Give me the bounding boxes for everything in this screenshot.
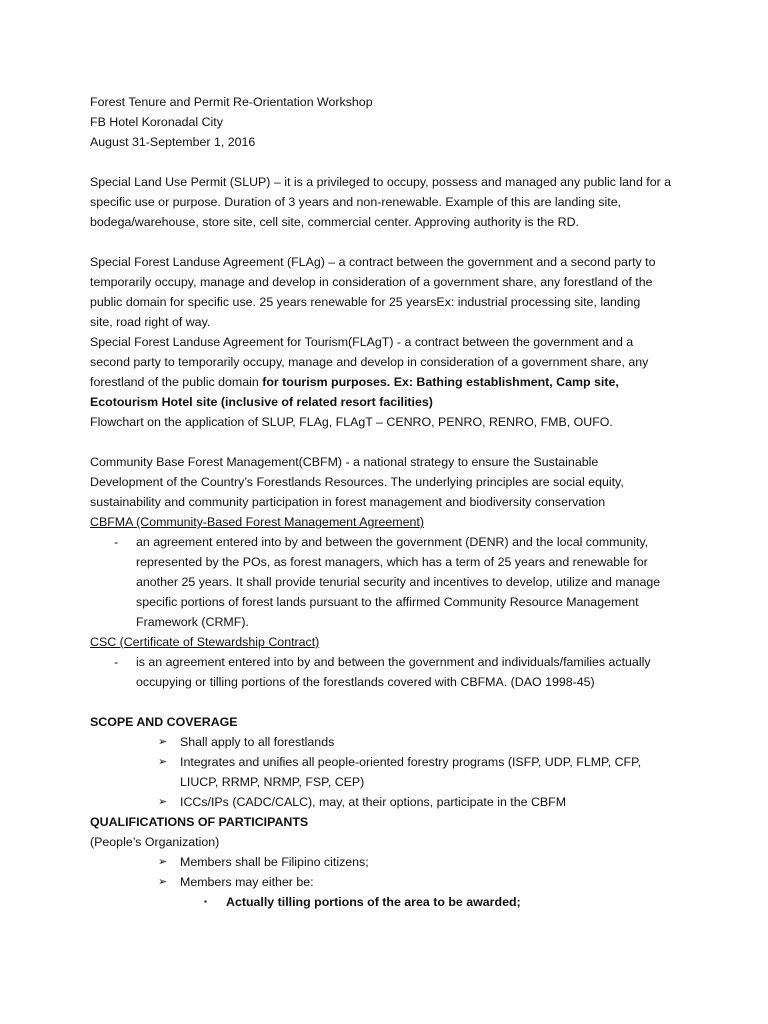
square-bullet-icon: ▪ xyxy=(204,897,207,906)
tourism-purposes-text: for tourism purposes. Ex: Bathing establishment, Camp site, xyxy=(262,375,619,389)
arrow-bullet-icon: ➢ xyxy=(158,736,168,748)
text-line: Development of the Country’s Forestlands Resources. The underlying principles are social equity, xyxy=(90,475,624,489)
workshop-venue: FB Hotel Koronadal City xyxy=(90,115,223,129)
text-line: sustainability and community participation in forest management and biodiversity conservation xyxy=(90,495,606,509)
list-item xyxy=(90,892,690,912)
text-line: Integrates and unifies all people-oriented forestry programs (ISFP, UDP, FLMP, CFP, xyxy=(180,755,642,769)
arrow-bullet-icon: ➢ xyxy=(158,796,168,808)
text-line xyxy=(90,372,690,392)
flowchart-line: Flowchart on the application of SLUP, FLAg, FLAgT – CENRO, PENRO, RENRO, FMB, OUFO. xyxy=(90,415,613,429)
workshop-title: Forest Tenure and Permit Re-Orientation Workshop xyxy=(90,95,373,109)
document-header xyxy=(90,92,690,152)
text-line: Shall apply to all forestlands xyxy=(180,735,335,749)
qualifications-subheading: (People’s Organization) xyxy=(90,835,220,849)
flagt-paragraph xyxy=(90,332,690,432)
text-line: occupying or tilling portions of the forestlands covered with CBFMA. (DAO 1998-45) xyxy=(136,675,595,689)
text-line: temporarily occupy, manage and develop in consideration of a government share, any forestland of the xyxy=(90,275,653,289)
text-span: forestland of the public domain xyxy=(90,375,263,389)
list-item xyxy=(90,852,690,872)
text-line: Members shall be Filipino citizens; xyxy=(180,855,369,869)
text-line: an agreement entered into by and between the government (DENR) and the local community, xyxy=(136,535,649,549)
text-line: bodega/warehouse, store site, cell site, commercial center. Approving authority is the RD. xyxy=(90,215,579,229)
cbfma-section xyxy=(90,512,690,632)
cbfma-definition xyxy=(90,532,690,632)
text-line: specific portions of forest lands pursuant to the affirmed Community Resource Management xyxy=(136,595,639,609)
flag-paragraph xyxy=(90,252,690,332)
text-line: site, road right of way. xyxy=(90,315,211,329)
qualifications-section xyxy=(90,812,690,912)
text-line: Framework (CRMF). xyxy=(136,615,249,629)
qualifications-heading: QUALIFICATIONS OF PARTICIPANTS xyxy=(90,815,309,829)
arrow-bullet-icon: ➢ xyxy=(158,876,168,888)
text-line: second party to temporarily occupy, manage and develop in consideration of a government share, any xyxy=(90,355,649,369)
text-line: ICCs/IPs (CADC/CALC), may, at their options, participate in the CBFM xyxy=(180,795,567,809)
scope-heading: SCOPE AND COVERAGE xyxy=(90,715,238,729)
cbfma-heading: CBFMA (Community-Based Forest Management Agreement) xyxy=(90,515,424,529)
ecotourism-line: Ecotourism Hotel site (inclusive of related resort facilities) xyxy=(90,395,433,409)
list-item xyxy=(90,872,690,892)
text-line: Special Land Use Permit (SLUP) – it is a privileged to occupy, possess and managed any public land for a xyxy=(90,175,672,189)
text-line: Special Forest Landuse Agreement (FLAg) – a contract between the government and a second party to xyxy=(90,255,656,269)
text-line: is an agreement entered into by and between the government and individuals/families actually xyxy=(136,655,651,669)
csc-heading: CSC (Certificate of Stewardship Contract) xyxy=(90,635,320,649)
list-item xyxy=(90,752,690,792)
text-line: another 25 years. It shall provide tenurial security and incentives to develop, utilize and manage xyxy=(136,575,661,589)
slup-paragraph xyxy=(90,172,690,232)
list-item xyxy=(90,792,690,812)
text-line: specific use or purpose. Duration of 3 years and non-renewable. Example of this are landing site, xyxy=(90,195,622,209)
dash-marker: - xyxy=(114,655,119,669)
scope-section xyxy=(90,712,690,812)
text-line: Special Forest Landuse Agreement for Tourism(FLAgT) - a contract between the government and a xyxy=(90,335,634,349)
workshop-dates: August 31-September 1, 2016 xyxy=(90,135,256,149)
list-item xyxy=(90,732,690,752)
text-line: Members may either be: xyxy=(180,875,314,889)
text-line: Actually tilling portions of the area to be awarded; xyxy=(226,895,521,909)
text-line: represented by the POs, as forest managers, which has a term of 25 years and renewable for xyxy=(136,555,648,569)
csc-section xyxy=(90,632,690,692)
text-line: LIUCP, RRMP, NRMP, FSP, CEP) xyxy=(180,775,365,789)
dash-marker: - xyxy=(114,535,119,549)
text-line: Community Base Forest Management(CBFM) - a national strategy to ensure the Sustainable xyxy=(90,455,599,469)
cbfm-paragraph xyxy=(90,452,690,512)
csc-definition xyxy=(90,652,690,692)
arrow-bullet-icon: ➢ xyxy=(158,856,168,868)
arrow-bullet-icon: ➢ xyxy=(158,756,168,768)
text-line: public domain for specific use. 25 years renewable for 25 yearsEx: industrial processing site, landing xyxy=(90,295,641,309)
